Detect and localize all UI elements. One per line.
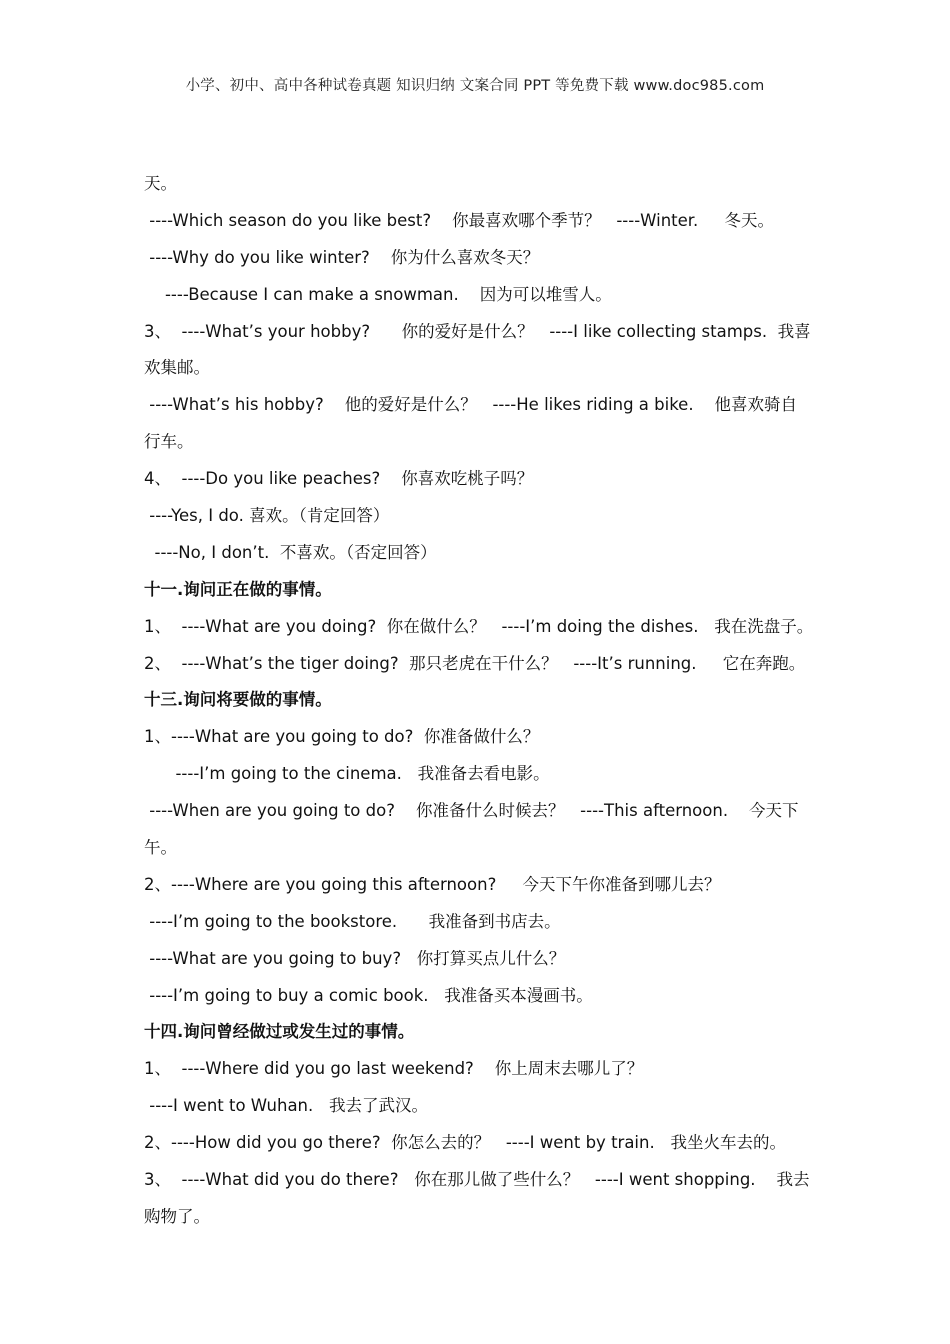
text-line: 天。 [144, 174, 177, 193]
text-line: ----I’m going to buy a comic book. 我准备买本漫画书。 [144, 985, 593, 1005]
text-line: 2、 ----What’s the tiger doing? 那只老虎在干什么？ ----It’s running. 它在奔跑。 [144, 653, 806, 673]
text-line: ----What are you going to buy? 你打算买点儿什么？ [144, 948, 566, 968]
text-line: ----Why do you like winter? 你为什么喜欢冬天？ [144, 247, 540, 267]
text-line: ----I went to Wuhan. 我去了武汉。 [144, 1096, 428, 1116]
text-line: 2、----How did you go there? 你怎么去的？ ----I went by train. 我坐火车去的。 [144, 1133, 786, 1153]
text-line: ----When are you going to do? 你准备什么时候去？ ----This afternoon. 今天下 [144, 801, 799, 821]
text-line: ----I’m going to the bookstore. 我准备到书店去。 [144, 911, 561, 931]
text-line: ----No, I don’t. 不喜欢。（否定回答） [144, 542, 437, 562]
document-body [144, 166, 814, 1236]
text-line: 1、 ----Where did you go last weekend? 你上周末去哪儿了？ [144, 1059, 644, 1079]
text-line: 4、 ----Do you like peaches? 你喜欢吃桃子吗？ [144, 469, 534, 489]
text-line: 1、----What are you going to do? 你准备做什么？ [144, 727, 540, 747]
text-line: 购物了。 [144, 1206, 210, 1226]
text-line: ----What’s his hobby? 他的爱好是什么？ ----He likes riding a bike. 他喜欢骑自 [144, 395, 798, 415]
section-heading: 十一.询问正在做的事情。 [144, 579, 332, 599]
text-line: 3、 ----What’s your hobby? 你的爱好是什么？ ----I like collecting stamps. 我喜 [144, 321, 811, 341]
text-line: 午。 [144, 838, 177, 858]
text-line: ----I’m going to the cinema. 我准备去看电影。 [144, 764, 550, 784]
section-heading: 十四.询问曾经做过或发生过的事情。 [144, 1022, 415, 1042]
text-line: 3、 ----What did you do there? 你在那儿做了些什么？ ----I went shopping. 我去 [144, 1170, 810, 1190]
section-heading: 十三.询问将要做的事情。 [144, 690, 332, 710]
text-line: ----Yes, I do. 喜欢。（肯定回答） [144, 506, 390, 526]
text-line: ----Which season do you like best? 你最喜欢哪个季节？ ----Winter. 冬天。 [144, 210, 775, 230]
text-line: 行车。 [144, 432, 194, 452]
text-line: ----Because I can make a snowman. 因为可以堆雪人。 [144, 284, 612, 304]
page-header: 小学、初中、高中各种试卷真题 知识归纳 文案合同 PPT 等免费下载 www.doc985.com [185, 78, 765, 94]
text-line: 1、 ----What are you doing? 你在做什么？ ----I’m doing the dishes. 我在洗盘子。 [144, 616, 814, 636]
text-line: 2、----Where are you going this afternoon? 今天下午你准备到哪儿去？ [144, 874, 721, 894]
text-line: 欢集邮。 [144, 358, 210, 378]
